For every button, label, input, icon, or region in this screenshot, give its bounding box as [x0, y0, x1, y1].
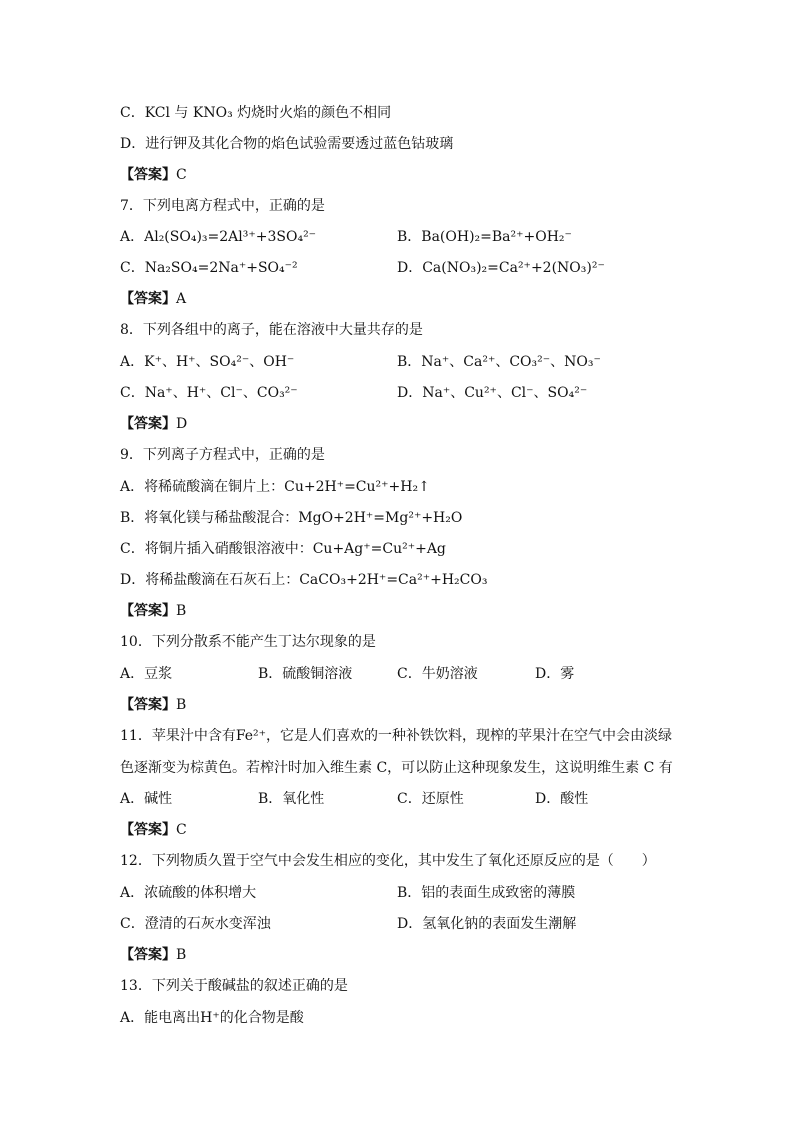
q12-option-c: C．澄清的石灰水变浑浊 — [120, 916, 271, 932]
q13-option-a: A．能电离出H⁺的化合物是酸 — [120, 1010, 304, 1026]
answer-value: C — [176, 822, 187, 838]
q7-option-a: A．Al₂(SO₄)₃=2Al³⁺+3SO₄²⁻ — [120, 229, 317, 245]
q11-option-d: D．酸性 — [535, 791, 589, 807]
q9-option-b: B．将氧化镁与稀盐酸混合：MgO+2H⁺=Mg²⁺+H₂O — [120, 510, 463, 526]
answer-value: B — [176, 603, 187, 619]
answer-value: B — [176, 947, 187, 963]
q12-option-a: A．浓硫酸的体积增大 — [120, 885, 257, 901]
q6-option-c: C．KCl 与 KNO₃ 灼烧时火焰的颜色不相同 — [120, 105, 392, 121]
q12-option-b: B．铝的表面生成致密的薄膜 — [397, 885, 576, 901]
q7-stem: 7．下列电离方程式中，正确的是 — [120, 198, 325, 214]
q11-option-a: A．碱性 — [120, 791, 173, 807]
q13-stem: 13．下列关于酸碱盐的叙述正确的是 — [120, 978, 348, 994]
answer-value: B — [176, 697, 187, 713]
q10-stem: 10．下列分散系不能产生丁达尔现象的是 — [120, 634, 376, 650]
q12-stem: 12．下列物质久置于空气中会发生相应的变化，其中发生了氧化还原反应的是（ ） — [120, 853, 656, 869]
q7-answer — [120, 290, 186, 308]
q10-option-c: C．牛奶溶液 — [397, 666, 478, 682]
q9-answer — [120, 602, 186, 620]
answer-value: D — [176, 416, 188, 432]
answer-label: 【答案】 — [120, 697, 176, 713]
q9-option-c: C．将铜片插入硝酸银溶液中：Cu+Ag⁺=Cu²⁺+Ag — [120, 541, 446, 557]
q7-option-d: D．Ca(NO₃)₂=Ca²⁺+2(NO₃)²⁻ — [397, 260, 605, 276]
answer-label: 【答案】 — [120, 291, 176, 307]
q6-option-d: D．进行钾及其化合物的焰色试验需要透过蓝色钴玻璃 — [120, 136, 454, 152]
q11-stem-line1: 11．苹果汁中含有Fe²⁺，它是人们喜欢的一种补铁饮料，现榨的苹果汁在空气中会由淡绿 — [120, 728, 673, 744]
q11-stem-line2: 色逐渐变为棕黄色。若榨汁时加入维生素 C，可以防止这种现象发生，这说明维生素 C 有 — [120, 760, 673, 776]
q10-option-a: A．豆浆 — [120, 666, 173, 682]
q10-answer — [120, 696, 186, 714]
answer-label: 【答案】 — [120, 822, 176, 838]
q10-option-d: D．雾 — [535, 666, 575, 682]
answer-value: A — [176, 291, 187, 307]
answer-label: 【答案】 — [120, 167, 176, 183]
q9-stem: 9．下列离子方程式中，正确的是 — [120, 447, 325, 463]
q8-option-c: C．Na⁺、H⁺、Cl⁻、CO₃²⁻ — [120, 385, 298, 401]
q11-answer — [120, 821, 187, 839]
answer-label: 【答案】 — [120, 947, 176, 963]
q11-option-b: B．氧化性 — [258, 791, 325, 807]
q12-option-d: D．氢氧化钠的表面发生潮解 — [397, 916, 577, 932]
q8-option-a: A．K⁺、H⁺、SO₄²⁻、OH⁻ — [120, 354, 295, 370]
q9-option-d: D．将稀盐酸滴在石灰石上：CaCO₃+2H⁺=Ca²⁺+H₂CO₃ — [120, 572, 488, 588]
q10-option-b: B．硫酸铜溶液 — [258, 666, 353, 682]
q7-option-c: C．Na₂SO₄=2Na⁺+SO₄⁻² — [120, 260, 298, 276]
answer-label: 【答案】 — [120, 603, 176, 619]
q8-answer — [120, 415, 187, 433]
q8-stem: 8．下列各组中的离子，能在溶液中大量共存的是 — [120, 322, 423, 338]
q7-option-b: B．Ba(OH)₂=Ba²⁺+OH₂⁻ — [397, 229, 572, 245]
q11-option-c: C．还原性 — [397, 791, 464, 807]
q8-option-d: D．Na⁺、Cu²⁺、Cl⁻、SO₄²⁻ — [397, 385, 588, 401]
q6-answer — [120, 166, 187, 184]
answer-label: 【答案】 — [120, 416, 176, 432]
answer-value: C — [176, 167, 187, 183]
q9-option-a: A．将稀硫酸滴在铜片上：Cu+2H⁺=Cu²⁺+H₂↑ — [120, 479, 430, 495]
q8-option-b: B．Na⁺、Ca²⁺、CO₃²⁻、NO₃⁻ — [397, 354, 601, 370]
q12-answer — [120, 946, 186, 964]
